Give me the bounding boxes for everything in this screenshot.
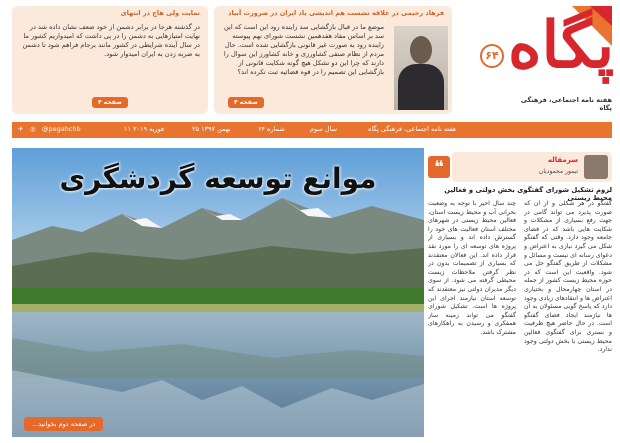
news-box-left-header: نمایت ولی هاچ در انتهای [120, 9, 200, 17]
editorial-article [428, 152, 612, 437]
bar-subtitle: هفته نامه اجتماعی، فرهنگی پگاه [368, 125, 456, 133]
article-column-right: گفتگو در هر شکلی و از آن که صورت پذیرد می تواند گامی در جهت رفع بسیاری از مشکلات و شکایت هایی باشد که در فضای جامعه وجود دارد. وقتی که گفتگو شکل می گیرد نیازی به اعتراض و دعوای رسانه ای نیست و مسائل و مشکلات از طریق گفتگو حل می شود. واقعیت این است که در حوزه محیط زیست کشور از جمله در استان چهارمحال و بختیاری اعتراض ها و انتقادهای زیادی وجود دارد که پاسخ گویی مسئولان به آن ها نیازمند ایجاد فضای گفتگو است. در حال حاضر هیچ ظرفیت و بستری برای گفتگوی فعالین محیط زیستی با بخش دولتی وجود ندارد. [524, 200, 612, 354]
issue-info-bar [12, 122, 612, 138]
news-box-middle-body: موضع ما در قبال بازگشایی سد زاینده رود این است که این سد بر اساس مفاد هفدهمین نشست شورای نهم پیوسته زاینده رود به صورت غیر قانونی بازگشایی شده است. حال مردم از نظام صنفی کشاورزی و خانه کشاورز این سوال را دارند که چرا این دو تشکل هیچ گونه شکایت قانونی از بازگشایی این تصمیم را در قوه قضائیه ثبت نکرده اند؟ [223, 23, 384, 76]
section-label: سرمقاله [547, 156, 578, 164]
hero-photo [12, 148, 424, 437]
instagram-icon[interactable]: ◎ [30, 125, 36, 133]
article-column-left: چند سال اخیر با توجه به وضعیت بحرانی آب و محیط زیست استان، فعالین محیط زیستی در شهرهای مختلف استان فعالیت های خود را گسترش داده اند و بسیاری از پروژه های توسعه ای را مورد نقد قرار داده اند. این فعالان معتقدند که بسیاری از تصمیمات بدون در نظر گرفتن ملاحظات زیست محیطی گرفته می شود. از سوی دیگر مدیران دولتی نیز معتقدند که توسعه استان نیازمند اجرای این پروژه ها است. تشکیل شورای گفتگو می تواند زمینه ساز همفکری و رسیدن به راهکارهای مشترک باشد. [428, 200, 516, 336]
social-handle[interactable]: @pegahchb [42, 125, 81, 133]
news-box-middle-page-link[interactable]: صفحه ۴ [228, 97, 264, 108]
quote-icon: ❝ [428, 156, 450, 178]
news-box-middle [214, 6, 452, 114]
author-name: تیمور محمودیان [538, 168, 578, 175]
logo-tagline: هفته نامه اجتماعی، فرهنگی پگاه [520, 96, 612, 112]
issue-number-badge: ۶۴ [480, 44, 504, 68]
telegram-icon[interactable]: ✈ [18, 125, 24, 133]
news-box-left [12, 6, 208, 114]
headline: موانع توسعه گردشگری [59, 162, 377, 195]
date-gregorian: ۱۱ فوریه ۲۰۱۹ [124, 125, 164, 133]
logo-wordmark: پگاه [508, 8, 615, 83]
publication-year: سال سوم [310, 125, 338, 133]
continue-reading-link[interactable]: در صفحه دوم بخوانید... [24, 417, 103, 431]
interviewee-photo [394, 26, 448, 110]
issue-number: شماره ۶۴ [258, 125, 285, 133]
author-avatar [584, 155, 608, 179]
date-persian: ۲۵ بهمن ۱۳۹۷ [192, 125, 231, 133]
news-box-left-body: در گذشته هرجا در برابر دشمن از خود ضعف نشان داده شد در نهایت امتیازهایی به دشمن را در پی داشت که امیدواریم کشور ما در سال آینده شرایطی در کشور مانند برجام فراهم شود تا دشمن به ضربه زدن به ایران امیدوار شود. [22, 23, 200, 58]
masthead-logo [462, 6, 615, 114]
news-box-middle-header: فرهاد رحیمی در علاقه نشست هم اندیشی یاد ایران در ضرورت آبیاد [228, 9, 444, 17]
news-box-left-page-link[interactable]: صفحه ۴ [92, 97, 128, 108]
article-title: لزوم تشکیل شورای گفتگوی بخش دولتی و فعالین محیط زیستی [444, 186, 612, 202]
editorial-header [452, 152, 612, 182]
